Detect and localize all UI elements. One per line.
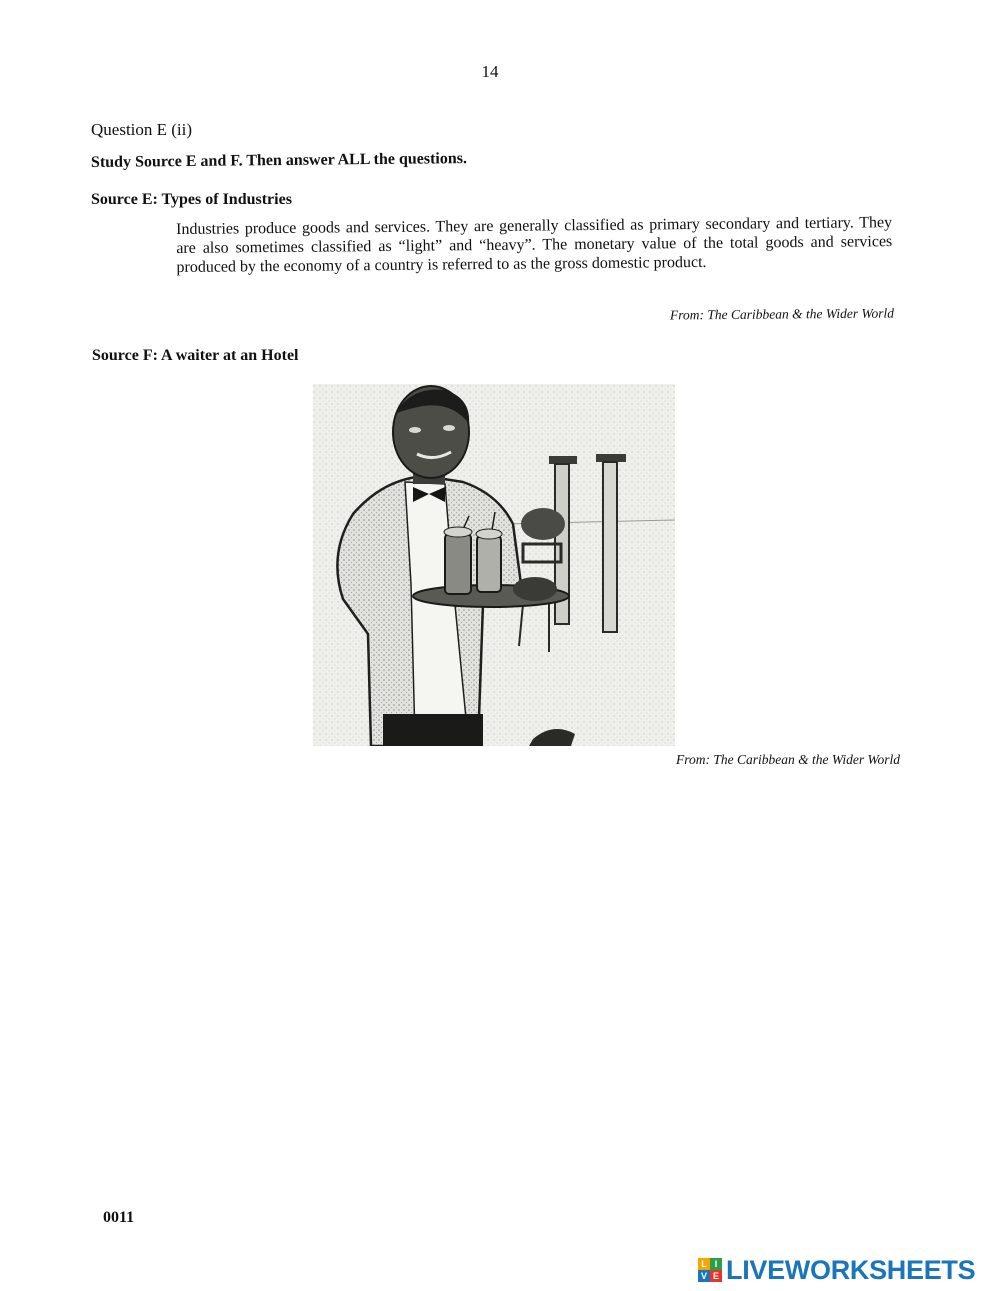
waiter-drawing [313, 384, 675, 746]
attribution-prefix: From: [675, 752, 710, 767]
attribution-title: The Caribbean & the Wider World [707, 305, 895, 323]
shrub [521, 508, 565, 540]
logo-letter: L [698, 1258, 710, 1270]
page-number: 14 [481, 62, 499, 81]
logo-letter: E [710, 1270, 722, 1282]
question-label: Question E (ii) [91, 120, 193, 139]
logo-letter: V [698, 1270, 710, 1282]
source-f-heading: Source F: A waiter at an Hotel [92, 347, 299, 364]
source-e-body: Industries produce goods and services. They are generally classified as primary secondary and tertiary. They are also sometimes classified as “light” and “heavy”. The monetary value of the total goods and services produced by the economy of a country is referred to as the gross domestic product. [176, 214, 893, 276]
footer-code: 0011 [103, 1209, 135, 1226]
source-f-attribution [560, 752, 900, 768]
brand-name: LIVEWORKSHEETS [726, 1254, 976, 1285]
trousers [383, 714, 483, 746]
liveworksheets-logo-icon [698, 1258, 722, 1282]
attribution-title: The Caribbean & the Wider World [713, 752, 900, 767]
instruction-text: Study Source E and F. Then answer ALL the questions. [90, 150, 468, 171]
hand [513, 577, 557, 601]
logo-letter: I [710, 1258, 722, 1270]
attribution-prefix: From: [669, 307, 705, 323]
source-e-heading: Source E: Types of Industries [91, 191, 292, 208]
liveworksheets-brand[interactable] [698, 1254, 994, 1286]
waiter-illustration [313, 384, 675, 746]
source-e-attribution [560, 306, 894, 325]
